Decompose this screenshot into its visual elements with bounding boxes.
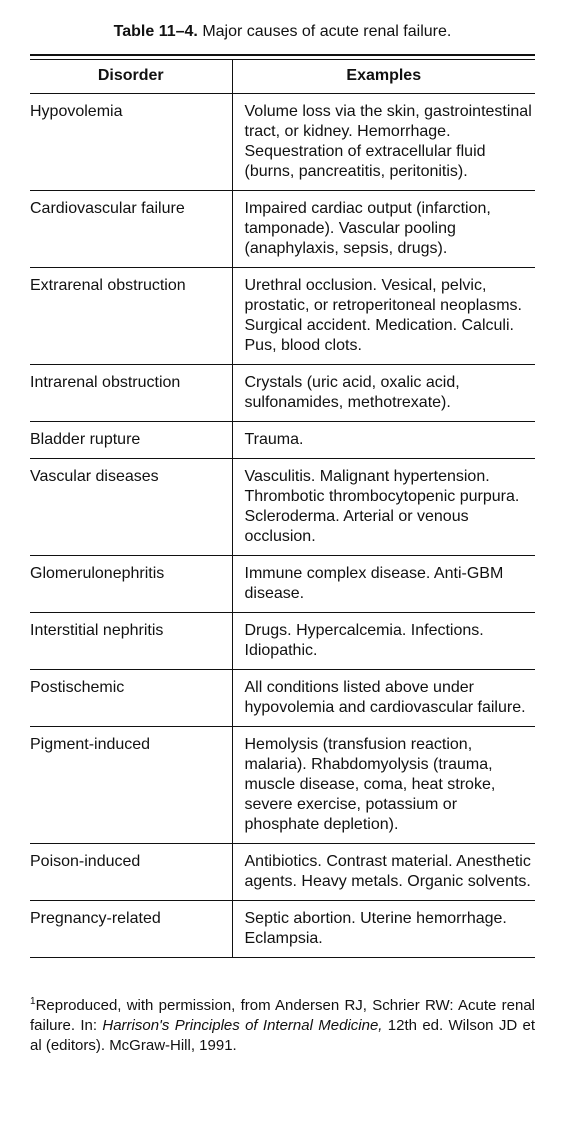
footnote-source-title: Harrison's Principles of Internal Medicine,: [102, 1017, 383, 1034]
disorder-cell: Pregnancy-related: [30, 901, 232, 958]
table-caption: [30, 22, 535, 42]
disorder-cell: Pigment-induced: [30, 727, 232, 844]
examples-cell: Volume loss via the skin, gastrointestinal tract, or kidney. Hemorrhage. Sequestration of extracellular fluid (burns, pancreatitis, peritonitis).: [232, 94, 535, 191]
disorder-cell: Intrarenal obstruction: [30, 365, 232, 422]
disorder-cell: Glomerulonephritis: [30, 556, 232, 613]
examples-cell: Trauma.: [232, 422, 535, 459]
disorder-cell: Interstitial nephritis: [30, 613, 232, 670]
table-row: [30, 901, 535, 958]
table-row: [30, 727, 535, 844]
table-row: [30, 459, 535, 556]
table-header-row: [30, 60, 535, 94]
examples-cell: Drugs. Hypercalcemia. Infections. Idiopathic.: [232, 613, 535, 670]
causes-table: [30, 59, 535, 958]
examples-cell: Crystals (uric acid, oxalic acid, sulfonamides, methotrexate).: [232, 365, 535, 422]
examples-cell: Septic abortion. Uterine hemorrhage. Eclampsia.: [232, 901, 535, 958]
disorder-cell: Poison-induced: [30, 844, 232, 901]
table-number: Table 11–4.: [113, 23, 198, 40]
examples-cell: Immune complex disease. Anti-GBM disease.: [232, 556, 535, 613]
column-header-examples: Examples: [232, 60, 535, 94]
table-row: [30, 613, 535, 670]
table-row: [30, 191, 535, 268]
column-header-disorder: Disorder: [30, 60, 232, 94]
examples-cell: Hemolysis (transfusion reaction, malaria). Rhabdomyolysis (trauma, muscle disease, coma, heat stroke, severe exercise, potassium or phosphate depletion).: [232, 727, 535, 844]
disorder-cell: Extrarenal obstruction: [30, 268, 232, 365]
disorder-cell: Postischemic: [30, 670, 232, 727]
examples-cell: All conditions listed above under hypovolemia and cardiovascular failure.: [232, 670, 535, 727]
disorder-cell: Vascular diseases: [30, 459, 232, 556]
table-row: [30, 844, 535, 901]
disorder-cell: Bladder rupture: [30, 422, 232, 459]
examples-cell: Vasculitis. Malignant hypertension. Thrombotic thrombocytopenic purpura. Scleroderma. Arterial or venous occlusion.: [232, 459, 535, 556]
footnote-marker: 1: [30, 996, 36, 1007]
disorder-cell: Hypovolemia: [30, 94, 232, 191]
table-top-rule: [30, 54, 535, 56]
table-row: [30, 94, 535, 191]
footnote-text-2: 12th ed. Wilson JD et al (editors). McGraw-Hill, 1991.: [30, 1017, 535, 1054]
table-row: [30, 365, 535, 422]
table-row: [30, 556, 535, 613]
table-footnote: [30, 996, 535, 1056]
disorder-cell: Cardiovascular failure: [30, 191, 232, 268]
examples-cell: Urethral occlusion. Vesical, pelvic, prostatic, or retroperitoneal neoplasms. Surgical accident. Medication. Calculi. Pus, blood clots.: [232, 268, 535, 365]
examples-cell: Impaired cardiac output (infarction, tamponade). Vascular pooling (anaphylaxis, sepsis, drugs).: [232, 191, 535, 268]
table-row: [30, 670, 535, 727]
table-row: [30, 268, 535, 365]
table-row: [30, 422, 535, 459]
footnote-text-1: Reproduced, with permission, from Andersen RJ, Schrier RW: Acute renal failure. In:: [30, 997, 535, 1034]
table-title: Major causes of acute renal failure.: [202, 23, 452, 40]
examples-cell: Antibiotics. Contrast material. Anesthetic agents. Heavy metals. Organic solvents.: [232, 844, 535, 901]
